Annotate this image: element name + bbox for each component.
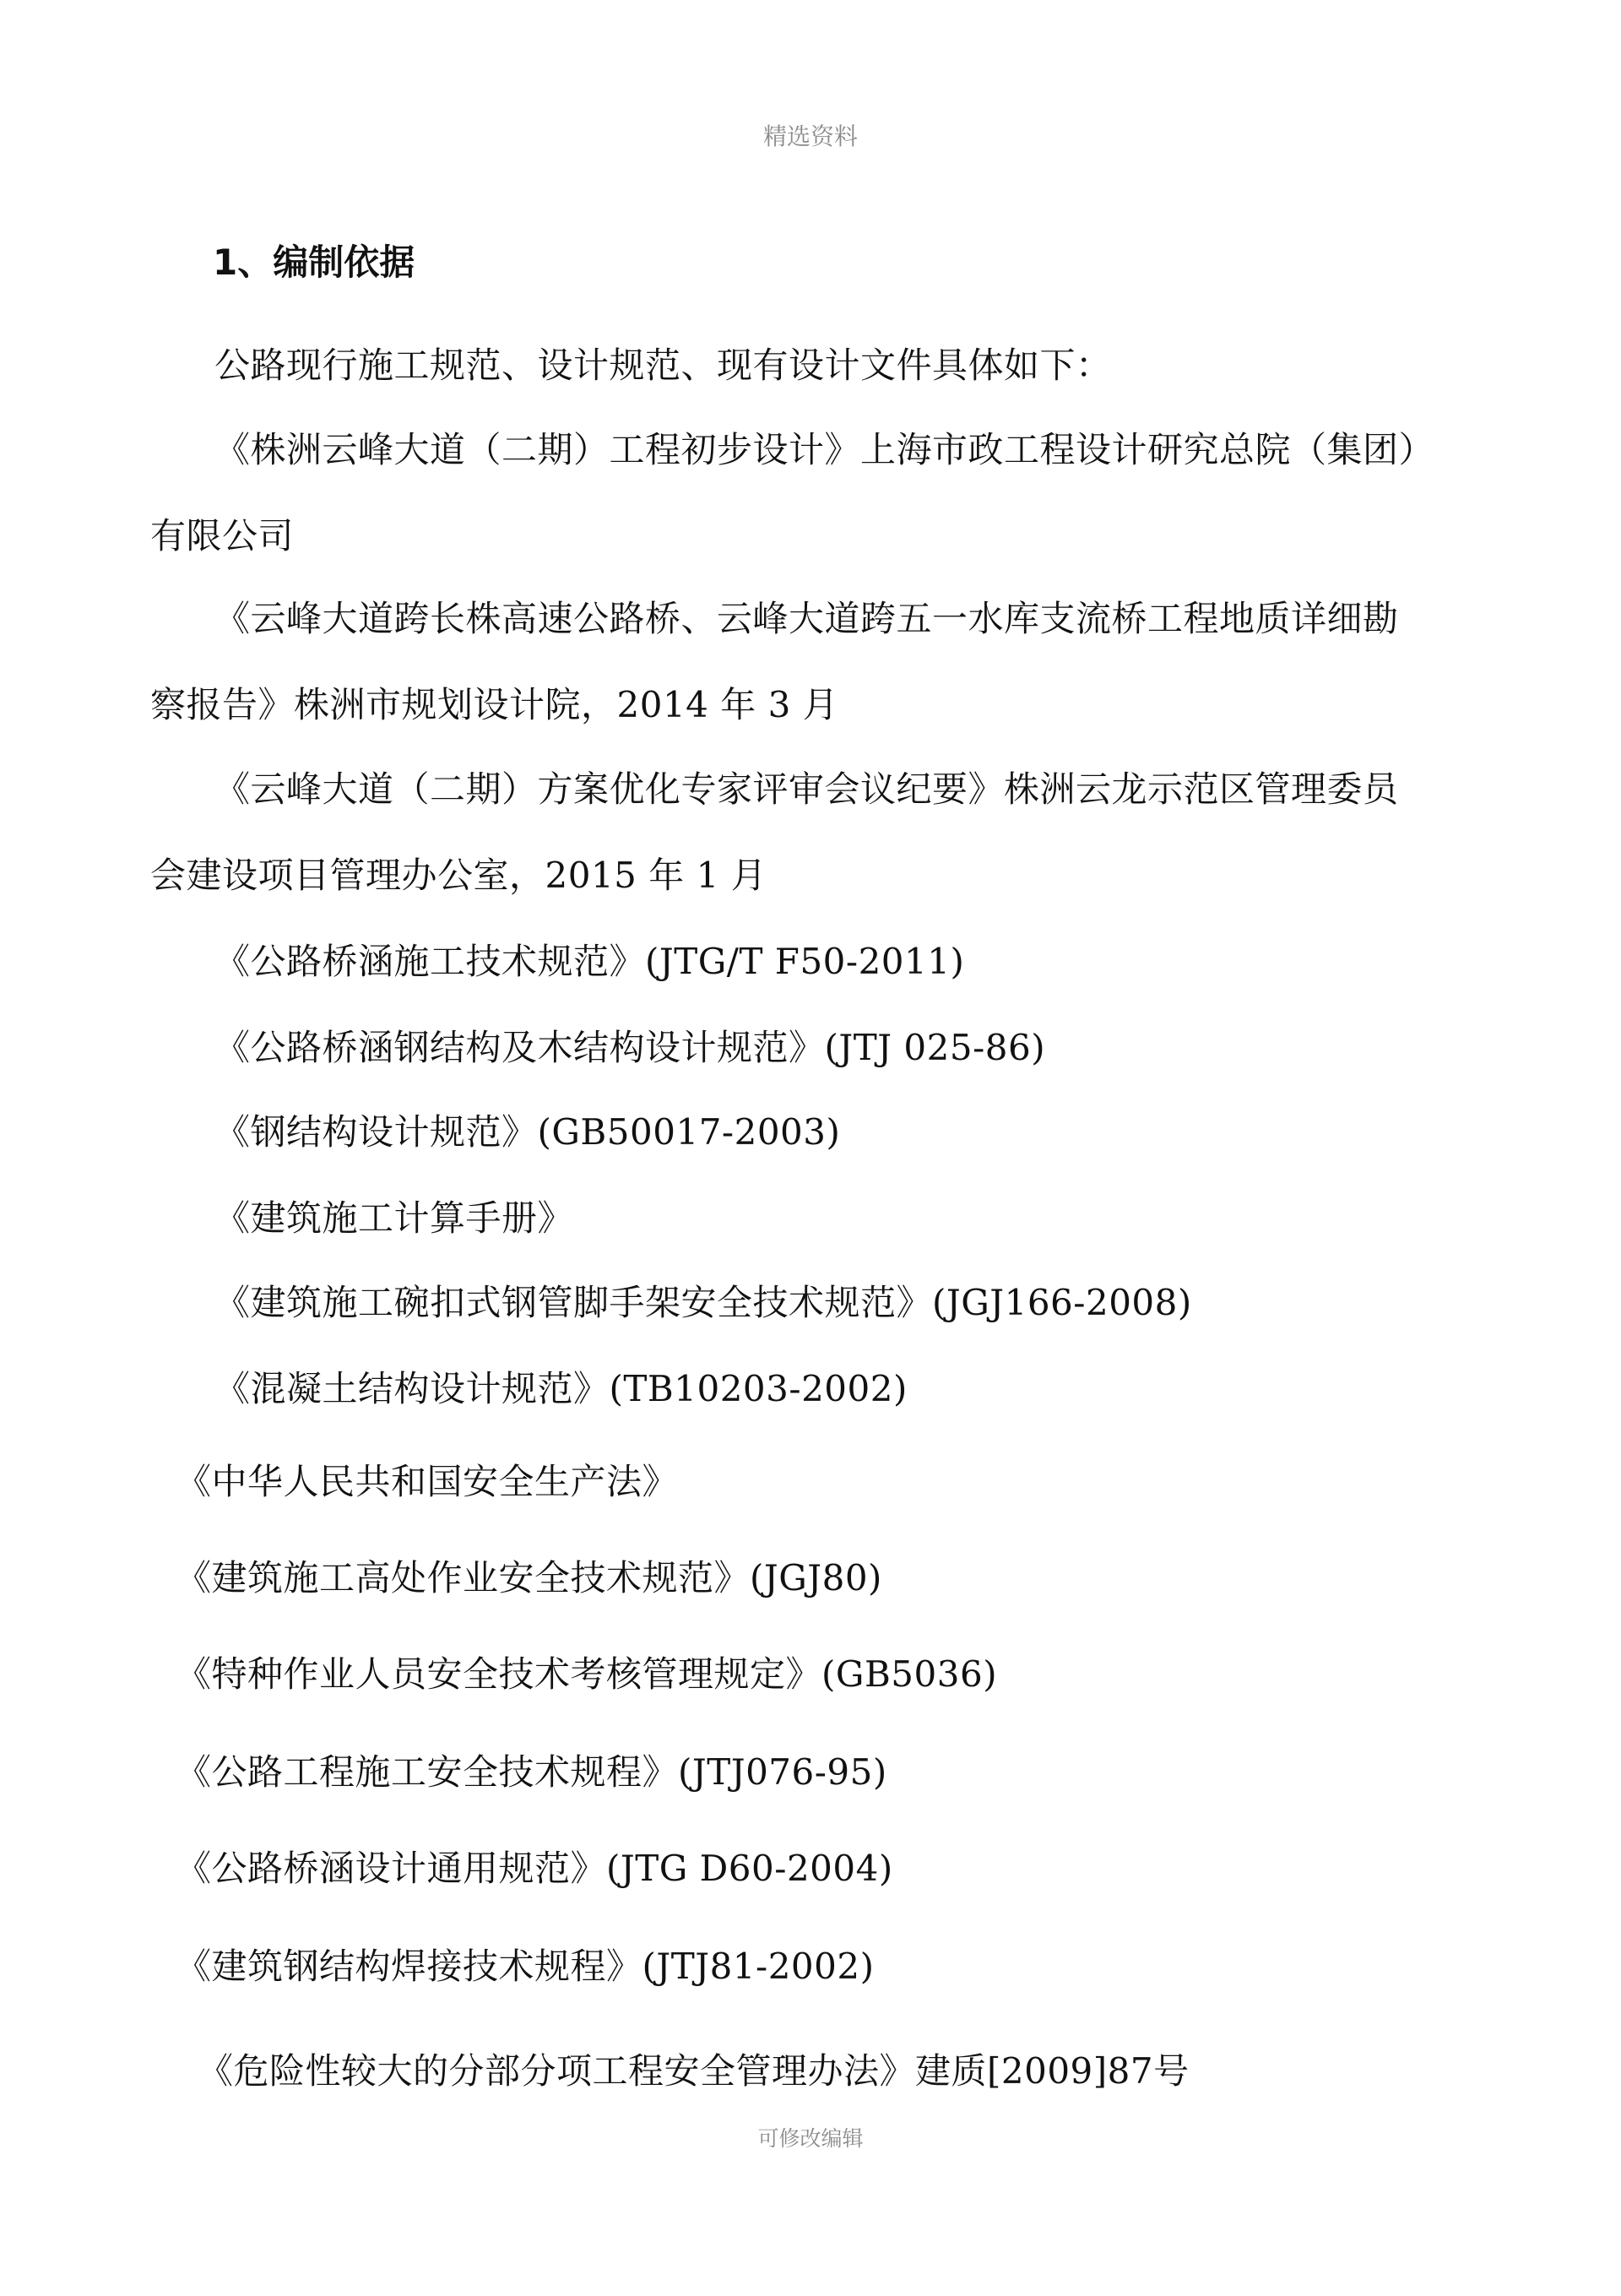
page-header: 精选资料 (762, 122, 858, 150)
reference-item: 《公路桥涵施工技术规范》(JTG/T F50-2011) (214, 941, 965, 982)
reference-item: 《中华人民共和国安全生产法》 (176, 1461, 679, 1502)
section-heading: 1、编制依据 (213, 242, 415, 283)
reference-item: 《混凝土结构设计规范》(TB10203-2002) (214, 1368, 908, 1409)
reference-item: 《危险性较大的分部分项工程安全管理办法》建质[2009]87号 (198, 2050, 1190, 2092)
reference-item: 《云峰大道跨长株高速公路桥、云峰大道跨五一水库支流桥工程地质详细勘 (214, 598, 1399, 639)
reference-item: 《公路桥涵钢结构及木结构设计规范》(JTJ 025-86) (214, 1027, 1046, 1068)
reference-item: 《公路桥涵设计通用规范》(JTG D60-2004) (176, 1848, 893, 1889)
reference-item: 《建筑施工高处作业安全技术规范》(JGJ80) (176, 1557, 882, 1599)
reference-item: 《云峰大道（二期）方案优化专家评审会议纪要》株洲云龙示范区管理委员 (214, 768, 1399, 810)
reference-item-continuation: 察报告》株洲市规划设计院，2014 年 3 月 (150, 684, 839, 725)
reference-item: 《株洲云峰大道（二期）工程初步设计》上海市政工程设计研究总院（集团） (214, 429, 1435, 470)
reference-item-continuation: 会建设项目管理办公室，2015 年 1 月 (150, 855, 767, 896)
intro-paragraph: 公路现行施工规范、设计规范、现有设计文件具体如下： (214, 345, 1112, 386)
reference-item: 《建筑钢结构焊接技术规程》(JTJ81-2002) (176, 1946, 875, 1987)
page-footer: 可修改编辑 (757, 2126, 864, 2151)
reference-item-continuation: 有限公司 (150, 515, 295, 556)
reference-item: 《钢结构设计规范》(GB50017-2003) (214, 1111, 841, 1153)
reference-item: 《建筑施工碗扣式钢管脚手架安全技术规范》(JGJ166-2008) (214, 1282, 1192, 1323)
reference-item: 《特种作业人员安全技术考核管理规定》(GB5036) (176, 1653, 998, 1695)
reference-item: 《建筑施工计算手册》 (214, 1197, 574, 1239)
reference-item: 《公路工程施工安全技术规程》(JTJ076-95) (176, 1751, 887, 1793)
